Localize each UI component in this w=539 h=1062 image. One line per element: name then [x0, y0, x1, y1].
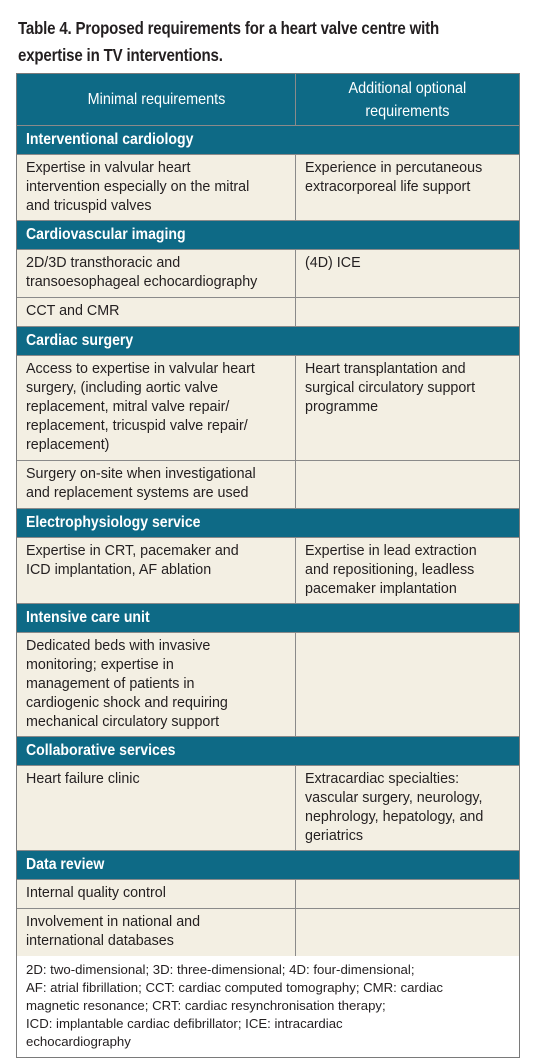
cell-minimal: Surgery on-site when investigational and replacement systems are used [17, 461, 296, 508]
cell-optional: (4D) ICE [305, 255, 361, 271]
section-header-electrophysiology-service [17, 509, 519, 538]
table-title: Table 4. Proposed requirements for a heart valve centre with expertise in TV interventions. [18, 18, 439, 65]
header-minimal-requirements: Minimal requirements [17, 74, 296, 125]
cell-optional: Extracardiac specialties: vascular surgery, neurology, nephrology, hepatology, and geriatrics [305, 771, 484, 844]
table-row [17, 538, 519, 604]
cell-minimal: Expertise in CRT, pacemaker and ICD implantation, AF ablation [17, 538, 296, 603]
section-header-interventional-cardiology [17, 126, 519, 155]
cell-minimal: Access to expertise in valvular heart surgery, (including aortic valve replacement, mitral valve repair/ replacement, tricuspid valve repair/ replacement) [17, 356, 296, 460]
header-optional-requirements: Additional optional requirements [348, 79, 467, 120]
cell-minimal: Internal quality control [17, 880, 296, 908]
cell-minimal: Heart failure clinic [17, 766, 296, 850]
cell-minimal: Expertise in valvular heart intervention especially on the mitral and tricuspid valves [17, 155, 296, 220]
cell-optional [296, 880, 519, 908]
table-row [17, 356, 519, 461]
cell-optional: Experience in percutaneous extracorporeal life support [305, 160, 483, 195]
table-row [17, 155, 519, 221]
section-header-data-review [17, 851, 519, 880]
cell-minimal: Dedicated beds with invasive monitoring; expertise in management of patients in cardiogenic shock and requiring mechanical circulatory support [17, 633, 296, 736]
section-title: Interventional cardiology [26, 131, 194, 148]
table-row [17, 250, 519, 298]
table-row [17, 633, 519, 737]
section-header-cardiovascular-imaging [17, 221, 519, 250]
cell-minimal: 2D/3D transthoracic and transoesophageal echocardiography [17, 250, 296, 297]
section-title: Intensive care unit [26, 609, 150, 626]
cell-minimal: Involvement in national and international databases [17, 909, 296, 956]
table-footnote: 2D: two-dimensional; 3D: three-dimensional; 4D: four-dimensional; AF: atrial fibrillation; CCT: cardiac computed tomography; CMR: cardiac magnetic resonance; CRT: cardiac resynchronisation therapy; ICD: implantable cardiac defibrillator; ICE: intracardiac echocardiography [17, 956, 519, 1057]
table-row [17, 766, 519, 851]
cell-optional: Expertise in lead extraction and repositioning, leadless pacemaker implantation [305, 543, 477, 597]
cell-minimal: CCT and CMR [17, 298, 296, 326]
section-title: Data review [26, 856, 105, 873]
table-body [17, 126, 519, 956]
cell-optional [296, 298, 519, 326]
table-row [17, 880, 519, 909]
section-header-intensive-care-unit [17, 604, 519, 633]
cell-optional [296, 909, 519, 956]
requirements-table [16, 73, 520, 1058]
cell-optional [296, 461, 519, 508]
section-title: Electrophysiology service [26, 514, 201, 531]
section-header-cardiac-surgery [17, 327, 519, 356]
table-header-row [17, 74, 519, 126]
section-title: Cardiac surgery [26, 332, 134, 349]
cell-optional [296, 633, 519, 736]
table-row [17, 298, 519, 327]
table-row [17, 461, 519, 509]
section-title: Cardiovascular imaging [26, 226, 186, 243]
table-row [17, 909, 519, 956]
section-header-collaborative-services [17, 737, 519, 766]
cell-optional: Heart transplantation and surgical circulatory support programme [305, 361, 476, 415]
section-title: Collaborative services [26, 742, 176, 759]
